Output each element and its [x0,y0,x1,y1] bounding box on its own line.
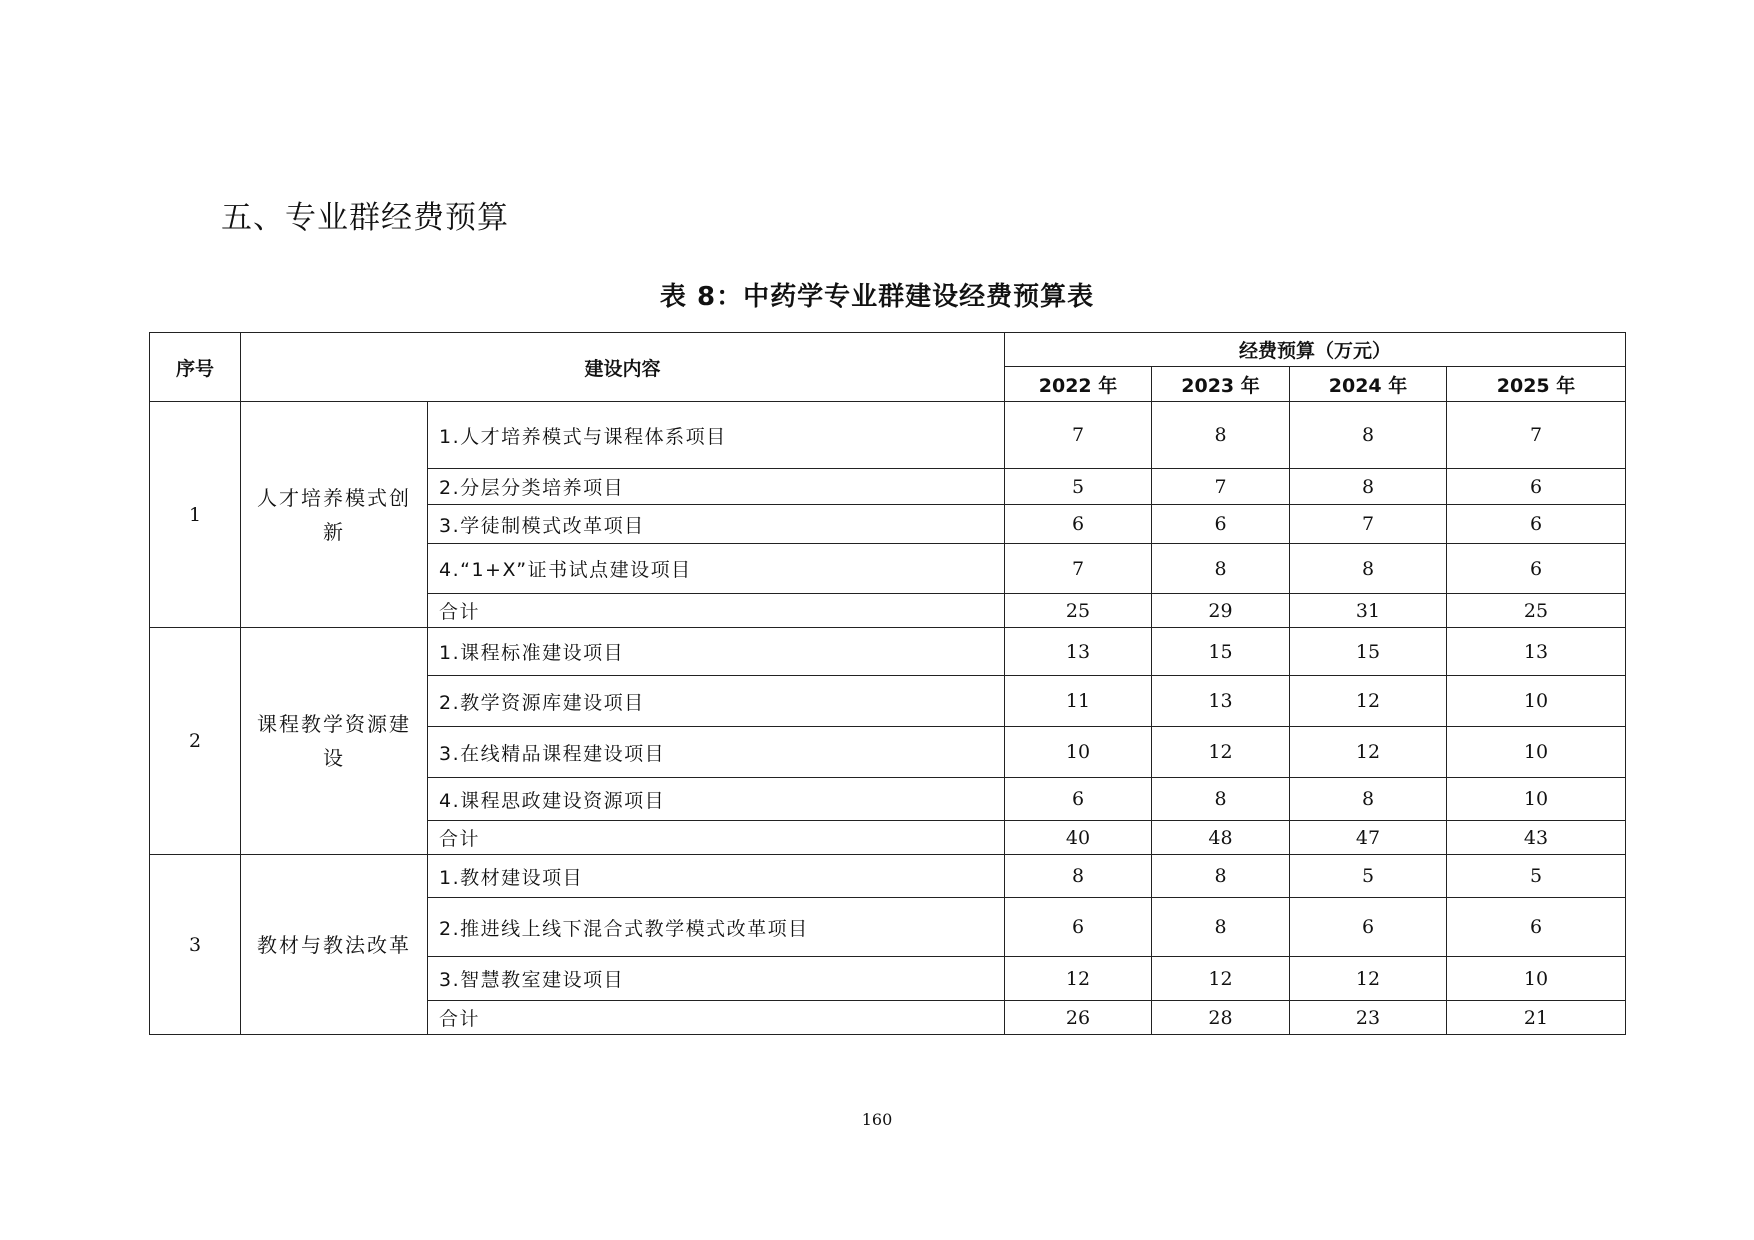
cell-value: 7 [1152,469,1290,505]
cell-value: 13 [1005,628,1152,676]
cell-value: 7 [1447,402,1626,469]
page-number: 160 [861,1110,893,1129]
cell-value: 8 [1290,402,1447,469]
cell-value: 10 [1447,727,1626,778]
cell-value: 6 [1290,898,1447,957]
cell-value: 6 [1005,898,1152,957]
group-category: 人才培养模式创新 [241,402,428,628]
subtotal-value: 31 [1290,594,1447,628]
item-name: 2.分层分类培养项目 [428,469,1005,505]
group-category: 教材与教法改革 [241,855,428,1035]
table-row [150,628,1626,676]
cell-value: 13 [1152,676,1290,727]
table-row [150,402,1626,469]
cell-value: 12 [1290,957,1447,1001]
item-name: 4.“1+X”证书试点建设项目 [428,544,1005,594]
cell-value: 8 [1290,544,1447,594]
cell-value: 12 [1290,676,1447,727]
cell-value: 12 [1152,957,1290,1001]
subtotal-value: 47 [1290,821,1447,855]
subtotal-label: 合计 [428,821,1005,855]
cell-value: 5 [1447,855,1626,898]
cell-value: 7 [1005,544,1152,594]
cell-value: 8 [1290,469,1447,505]
cell-value: 10 [1447,957,1626,1001]
table-title: 表 8：中药学专业群建设经费预算表 [659,282,1095,312]
cell-value: 12 [1152,727,1290,778]
subtotal-value: 23 [1290,1001,1447,1035]
cell-value: 10 [1005,727,1152,778]
table-row [150,855,1626,898]
group-category: 课程教学资源建设 [241,628,428,855]
cell-value: 7 [1005,402,1152,469]
cell-value: 8 [1005,855,1152,898]
cell-value: 12 [1005,957,1152,1001]
subtotal-value: 25 [1005,594,1152,628]
cell-value: 7 [1290,505,1447,544]
cell-value: 6 [1447,469,1626,505]
subtotal-value: 21 [1447,1001,1626,1035]
cell-value: 8 [1152,778,1290,821]
cell-value: 13 [1447,628,1626,676]
subtotal-value: 48 [1152,821,1290,855]
cell-value: 11 [1005,676,1152,727]
cell-value: 6 [1447,544,1626,594]
cell-value: 15 [1152,628,1290,676]
section-heading: 五、专业群经费预算 [221,200,509,236]
subtotal-value: 26 [1005,1001,1152,1035]
subtotal-value: 29 [1152,594,1290,628]
header-year: 2024 年 [1290,367,1447,402]
cell-value: 12 [1290,727,1447,778]
cell-value: 8 [1152,855,1290,898]
item-name: 1.人才培养模式与课程体系项目 [428,402,1005,469]
subtotal-value: 28 [1152,1001,1290,1035]
cell-value: 10 [1447,778,1626,821]
cell-value: 6 [1447,505,1626,544]
header-content: 建设内容 [241,333,1005,402]
cell-value: 8 [1152,402,1290,469]
budget-table [149,332,1626,1035]
header-budget: 经费预算（万元） [1005,333,1626,367]
cell-value: 6 [1152,505,1290,544]
subtotal-label: 合计 [428,594,1005,628]
item-name: 4.课程思政建设资源项目 [428,778,1005,821]
item-name: 1.教材建设项目 [428,855,1005,898]
cell-value: 8 [1152,898,1290,957]
group-seq: 3 [150,855,241,1035]
subtotal-value: 43 [1447,821,1626,855]
cell-value: 6 [1005,505,1152,544]
cell-value: 5 [1005,469,1152,505]
cell-value: 5 [1290,855,1447,898]
cell-value: 6 [1005,778,1152,821]
cell-value: 15 [1290,628,1447,676]
subtotal-value: 25 [1447,594,1626,628]
header-seq: 序号 [150,333,241,402]
cell-value: 8 [1290,778,1447,821]
subtotal-label: 合计 [428,1001,1005,1035]
cell-value: 6 [1447,898,1626,957]
item-name: 2.教学资源库建设项目 [428,676,1005,727]
item-name: 3.在线精品课程建设项目 [428,727,1005,778]
cell-value: 10 [1447,676,1626,727]
header-year: 2025 年 [1447,367,1626,402]
group-seq: 2 [150,628,241,855]
group-seq: 1 [150,402,241,628]
item-name: 1.课程标准建设项目 [428,628,1005,676]
cell-value: 8 [1152,544,1290,594]
header-year: 2022 年 [1005,367,1152,402]
item-name: 3.智慧教室建设项目 [428,957,1005,1001]
item-name: 3.学徒制模式改革项目 [428,505,1005,544]
header-year: 2023 年 [1152,367,1290,402]
item-name: 2.推进线上线下混合式教学模式改革项目 [428,898,1005,957]
subtotal-value: 40 [1005,821,1152,855]
